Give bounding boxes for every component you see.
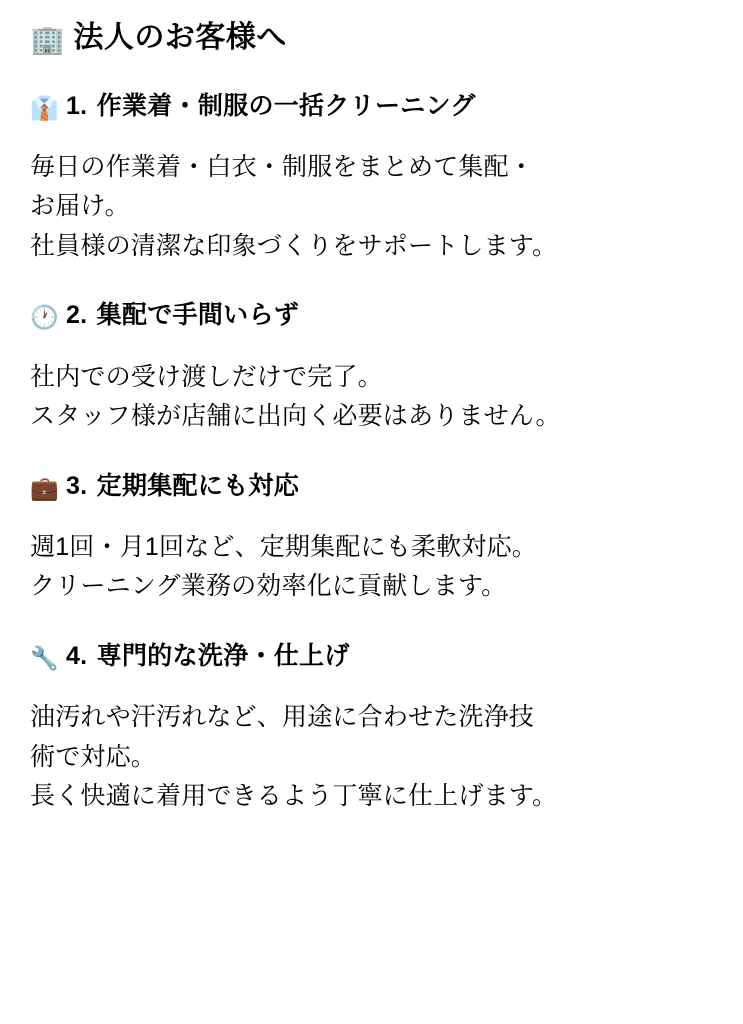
briefcase-icon: 💼 [30, 474, 59, 501]
section-3-heading-text: 定期集配にも対応 [96, 471, 300, 500]
section-3-heading [30, 469, 715, 504]
page-title-text: 法人のお客様へ [73, 21, 287, 54]
wrench-icon: 🔧 [30, 644, 59, 671]
section-1-heading [30, 89, 715, 124]
office-building-icon: 🏢 [30, 24, 66, 55]
section-2-heading [30, 298, 715, 333]
section-4-heading [30, 639, 715, 674]
section-4-line-2: 術で対応。 [30, 742, 157, 771]
section-2-number: 2. [65, 301, 88, 330]
section-4-body [30, 698, 715, 817]
page-title [30, 18, 715, 59]
necktie-icon: 👔 [30, 94, 59, 121]
section-3-line-2: クリーニング業務の効率化に貢献します。 [30, 572, 507, 601]
section-3-number: 3. [65, 471, 88, 500]
section-1-line-1: 毎日の作業着・白衣・制服をまとめて集配・ [30, 152, 535, 181]
section-4-line-3: 長く快適に着用できるよう丁寧に仕上げます。 [30, 782, 558, 811]
section-2-body [30, 358, 715, 437]
section-4 [30, 639, 715, 817]
section-2 [30, 298, 715, 436]
section-1-line-2: お届け。 [30, 192, 130, 221]
section-2-line-2: スタッフ様が店舗に出向く必要はありません。 [30, 402, 561, 431]
section-1-body [30, 148, 715, 267]
section-1 [30, 89, 715, 267]
section-2-line-1: 社内での受け渡しだけで完了。 [30, 362, 383, 391]
section-4-heading-text: 専門的な洗浄・仕上げ [96, 641, 350, 670]
section-2-heading-text: 集配で手間いらず [96, 301, 300, 330]
section-4-line-1: 油汚れや汗汚れなど、用途に合わせた洗浄技 [30, 703, 535, 732]
section-3-line-1: 週1回・月1回など、定期集配にも柔軟対応。 [30, 532, 538, 561]
section-1-number: 1. [65, 91, 88, 120]
section-1-heading-text: 作業着・制服の一括クリーニング [96, 91, 476, 120]
section-1-line-3: 社員様の清潔な印象づくりをサポートします。 [30, 231, 558, 260]
section-3 [30, 469, 715, 607]
clock-icon: 🕐 [30, 304, 59, 331]
section-4-number: 4. [65, 641, 88, 670]
section-3-body [30, 528, 715, 607]
